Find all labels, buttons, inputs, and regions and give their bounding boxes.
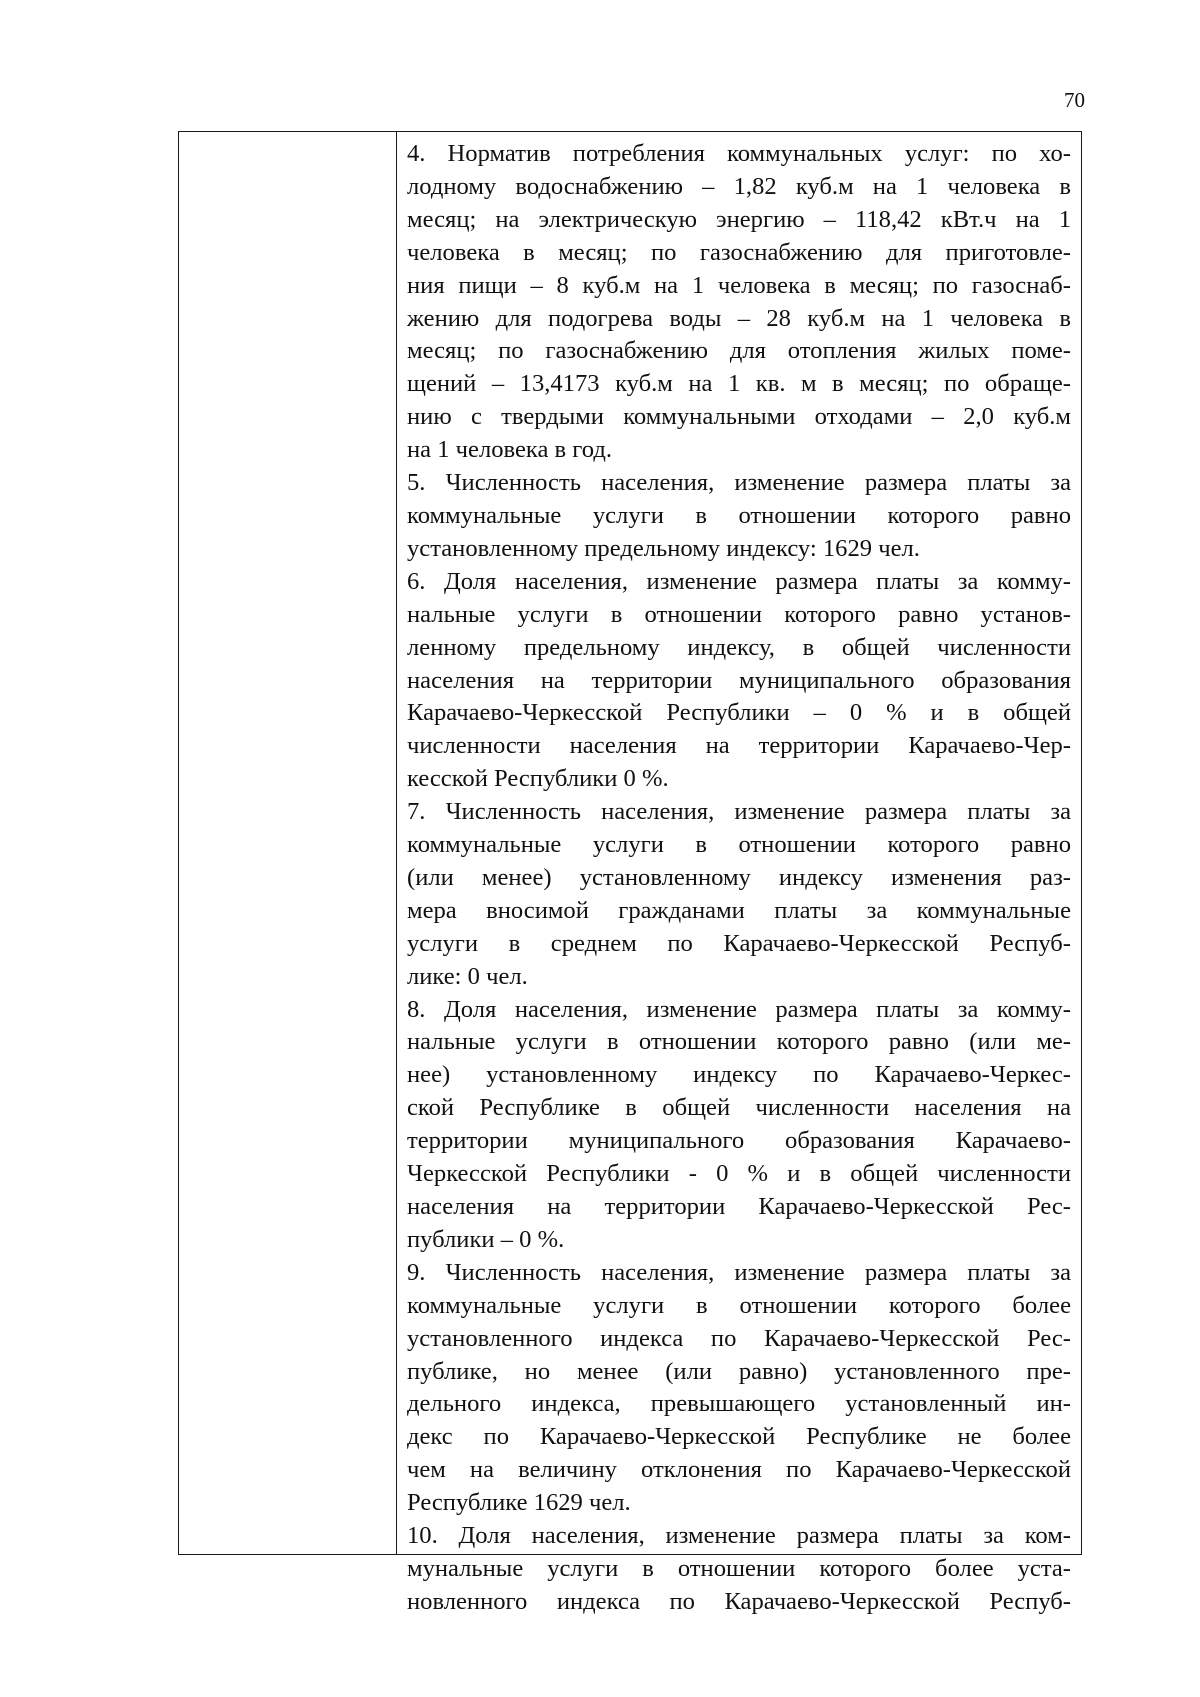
text-line: ской Республике в общей численности населения на xyxy=(407,1094,1071,1122)
text-line: лике: 0 чел. xyxy=(407,962,528,990)
item-8-paragraph xyxy=(407,994,1071,1257)
item-7-paragraph xyxy=(407,796,1071,993)
text-line: Республике 1629 чел. xyxy=(407,1489,631,1517)
text-line: 4. Норматив потребления коммунальных услуг: по хо- xyxy=(407,140,1071,167)
text-line: месяц; по газоснабжению для отопления жилых поме- xyxy=(407,337,1071,365)
text-line: установленного индекса по Карачаево-Черкесской Рес- xyxy=(407,1324,1071,1352)
text-line: коммунальные услуги в отношении которого равно xyxy=(407,831,1071,859)
text-line: декс по Карачаево-Черкесской Республике не более xyxy=(407,1423,1071,1451)
text-line: Черкесской Республики - 0 % и в общей численности xyxy=(407,1160,1071,1188)
text-line: чем на величину отклонения по Карачаево-Черкесской xyxy=(407,1456,1071,1484)
text-line: щений – 13,4173 куб.м на 1 кв. м в месяц; по обраще- xyxy=(407,370,1071,398)
text-line: публике, но менее (или равно) установленного пре- xyxy=(407,1357,1071,1385)
text-line: ния пищи – 8 куб.м на 1 человека в месяц; по газоснаб- xyxy=(407,271,1071,299)
item-4-paragraph xyxy=(407,138,1071,467)
text-line: коммунальные услуги в отношении которого равно xyxy=(407,501,1071,529)
text-line: дельного индекса, превышающего установленный ин- xyxy=(407,1390,1071,1418)
text-line: мера вносимой гражданами платы за коммунальные xyxy=(407,896,1071,924)
table-left-cell xyxy=(179,132,397,1554)
text-line: месяц; на электрическую энергию – 118,42 кВт.ч на 1 xyxy=(407,205,1071,233)
text-line: населения на территории муниципального образования xyxy=(407,666,1071,694)
text-line: нальные услуги в отношении которого равно установ- xyxy=(407,600,1071,628)
text-line: 5. Численность населения, изменение размера платы за xyxy=(407,469,1071,497)
page-number: 70 xyxy=(1064,88,1085,112)
document-table xyxy=(178,131,1082,1615)
text-line: населения на территории Карачаево-Черкесской Рес- xyxy=(407,1193,1071,1220)
text-line: лодному водоснабжению – 1,82 куб.м на 1 человека в xyxy=(407,172,1071,200)
text-line: нее) установленному индексу по Карачаево-Черкес- xyxy=(407,1061,1071,1089)
text-line: новленного индекса по Карачаево-Черкесской Респуб- xyxy=(407,1587,1071,1615)
text-line: публики – 0 %. xyxy=(407,1225,565,1253)
text-line: коммунальные услуги в отношении которого более xyxy=(407,1291,1071,1319)
text-line: (или менее) установленному индексу изменения раз- xyxy=(407,863,1071,891)
item-9-paragraph xyxy=(407,1257,1071,1520)
text-line: территории муниципального образования Карачаево- xyxy=(407,1127,1071,1155)
text-line: нальные услуги в отношении которого равно (или ме- xyxy=(407,1028,1071,1056)
text-line: нию с твердыми коммунальными отходами – 2,0 куб.м xyxy=(407,403,1071,431)
table-right-cell xyxy=(397,132,1081,1615)
item-5-paragraph xyxy=(407,467,1071,566)
item-10-paragraph xyxy=(407,1520,1071,1619)
text-line: жению для подогрева воды – 28 куб.м на 1 человека в xyxy=(407,304,1071,332)
text-line: ленному предельному индексу, в общей численности xyxy=(407,633,1071,661)
item-6-paragraph xyxy=(407,566,1071,796)
text-line: 8. Доля населения, изменение размера платы за комму- xyxy=(407,995,1071,1023)
text-line: кесской Республики 0 %. xyxy=(407,765,669,793)
text-line: человека в месяц; по газоснабжению для приготовле- xyxy=(407,238,1071,266)
text-line: численности населения на территории Карачаево-Чер- xyxy=(407,732,1071,760)
text-line: 7. Численность населения, изменение размера платы за xyxy=(407,798,1071,826)
text-line: услуги в среднем по Карачаево-Черкесской Респуб- xyxy=(407,929,1071,957)
text-line: 9. Численность населения, изменение размера платы за xyxy=(407,1258,1071,1286)
text-line: 10. Доля населения, изменение размера платы за ком- xyxy=(407,1522,1071,1550)
text-line: 6. Доля населения, изменение размера платы за комму- xyxy=(407,567,1071,595)
text-line: Карачаево-Черкесской Республики – 0 % и в общей xyxy=(407,699,1071,727)
text-line: установленному предельному индексу: 1629 чел. xyxy=(407,534,920,562)
text-line: мунальные услуги в отношении которого более уста- xyxy=(407,1554,1071,1582)
text-line: на 1 человека в год. xyxy=(407,436,613,464)
